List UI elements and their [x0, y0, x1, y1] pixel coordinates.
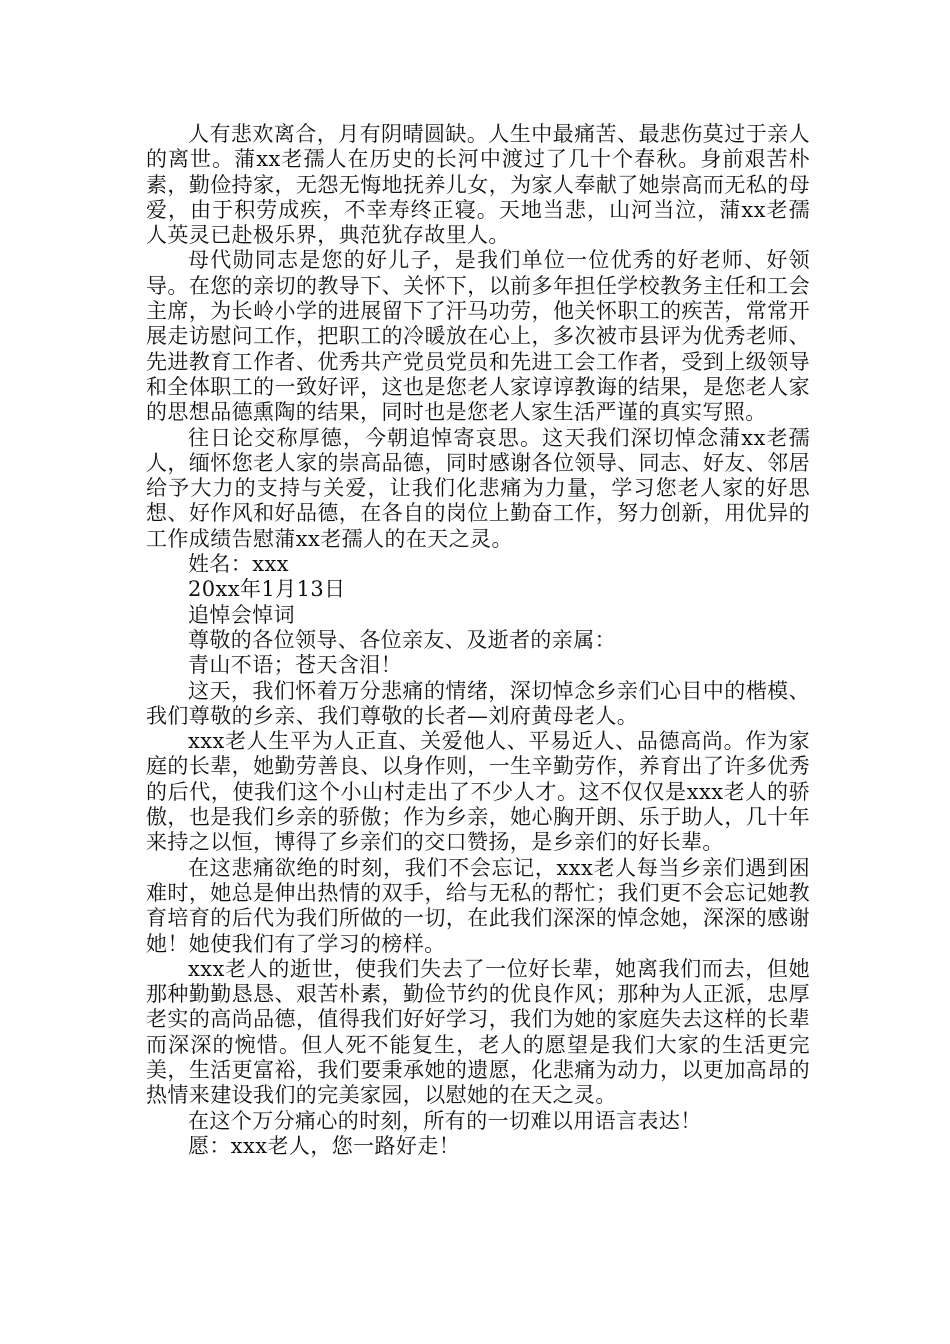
farewell-line: 愿：xxx老人，您一路好走！	[188, 1133, 461, 1158]
paragraph-son-tribute: 母代勋同志是您的好儿子，是我们单位一位优秀的好老师、好领导。在您的亲切的教导下、关怀下，以前多年担任学校教务主任和工会主席，为长岭小学的进展留下了汗马功劳，他关怀职工的疾苦，常常开展走访慰问工作，把职工的冷暖放在心上，多次被市县评为优秀老师、先进教育工作者、优秀共产党员党员和先进工会工作者，受到上级领导和全体职工的一致好评，这也是您老人家谆谆教诲的结果，是您老人家的思想品德熏陶的结果，同时也是您老人家生活严谨的真实写照。	[146, 248, 810, 425]
signature-name: 姓名：xxx	[188, 552, 289, 577]
opening-line: 青山不语；苍天含泪！	[188, 653, 402, 678]
paragraph-opening: 人有悲欢离合，月有阴晴圆缺。人生中最痛苦、最悲伤莫过于亲人的离世。蒲xx老孺人在历史的长河中渡过了几十个春秋。身前艰苦朴素，勤俭持家，无怨无悔地抚养儿女，为家人奉献了她崇高而无私的母爱，由于积劳成疾，不幸寿终正寝。天地当悲，山河当泣，蒲xx老孺人英灵已赴极乐界，典范犹存故里人。	[146, 122, 810, 248]
document-body	[146, 122, 810, 1159]
signature-date: 20xx年1月13日	[188, 577, 346, 602]
paragraph-mourning: 往日论交称厚德，今朝追悼寄哀思。这天我们深切悼念蒲xx老孺人，缅怀您老人家的崇高品德，同时感谢各位领导、同志、好友、邻居给予大力的支持与关爱，让我们化悲痛为力量，学习您老人家的好思想、好作风和好品德，在各自的岗位上勤奋工作，努力创新，用优异的工作成绩告慰蒲xx老孺人的在天之灵。	[146, 425, 810, 551]
paragraph-remember: 在这悲痛欲绝的时刻，我们不会忘记，xxx老人每当乡亲们遇到困难时，她总是伸出热情的双手，给与无私的帮忙；我们更不会忘记她教育培育的后代为我们所做的一切，在此我们深深的悼念她，深深的感谢她！她使我们有了学习的榜样。	[146, 855, 810, 956]
paragraph-passing: xxx老人的逝世，使我们失去了一位好长辈，她离我们而去，但她那种勤勤恳恳、艰苦朴素，勤俭节约的优良作风；那种为人正派，忠厚老实的高尚品德，值得我们好好学习，我们为她的家庭失去这样的长辈而深深的惋惜。但人死不能复生，老人的愿望是我们大家的生活更完美，生活更富裕，我们要秉承她的遗愿，化悲痛为动力，以更加高昂的热情来建设我们的完美家园，以慰她的在天之灵。	[146, 956, 810, 1108]
section-title: 追悼会悼词	[188, 602, 295, 627]
closing-line: 在这个万分痛心的时刻，所有的一切难以用语言表达！	[188, 1108, 702, 1133]
salutation: 尊敬的各位领导、各位亲友、及逝者的亲属：	[188, 627, 616, 652]
paragraph-today: 这天，我们怀着万分悲痛的情绪，深切悼念乡亲们心目中的楷模、我们尊敬的乡亲、我们尊敬的长者—刘府黄母老人。	[146, 678, 810, 728]
paragraph-life: xxx老人生平为人正直、关爱他人、平易近人、品德高尚。作为家庭的长辈，她勤劳善良、以身作则，一生辛勤劳作，养育出了许多优秀的后代，使我们这个小山村走出了不少人才。这不仅仅是xxx老人的骄傲，也是我们乡亲的骄傲；作为乡亲，她心胸开朗、乐于助人，几十年来持之以恒，博得了乡亲们的交口赞扬，是乡亲们的好长辈。	[146, 729, 810, 855]
